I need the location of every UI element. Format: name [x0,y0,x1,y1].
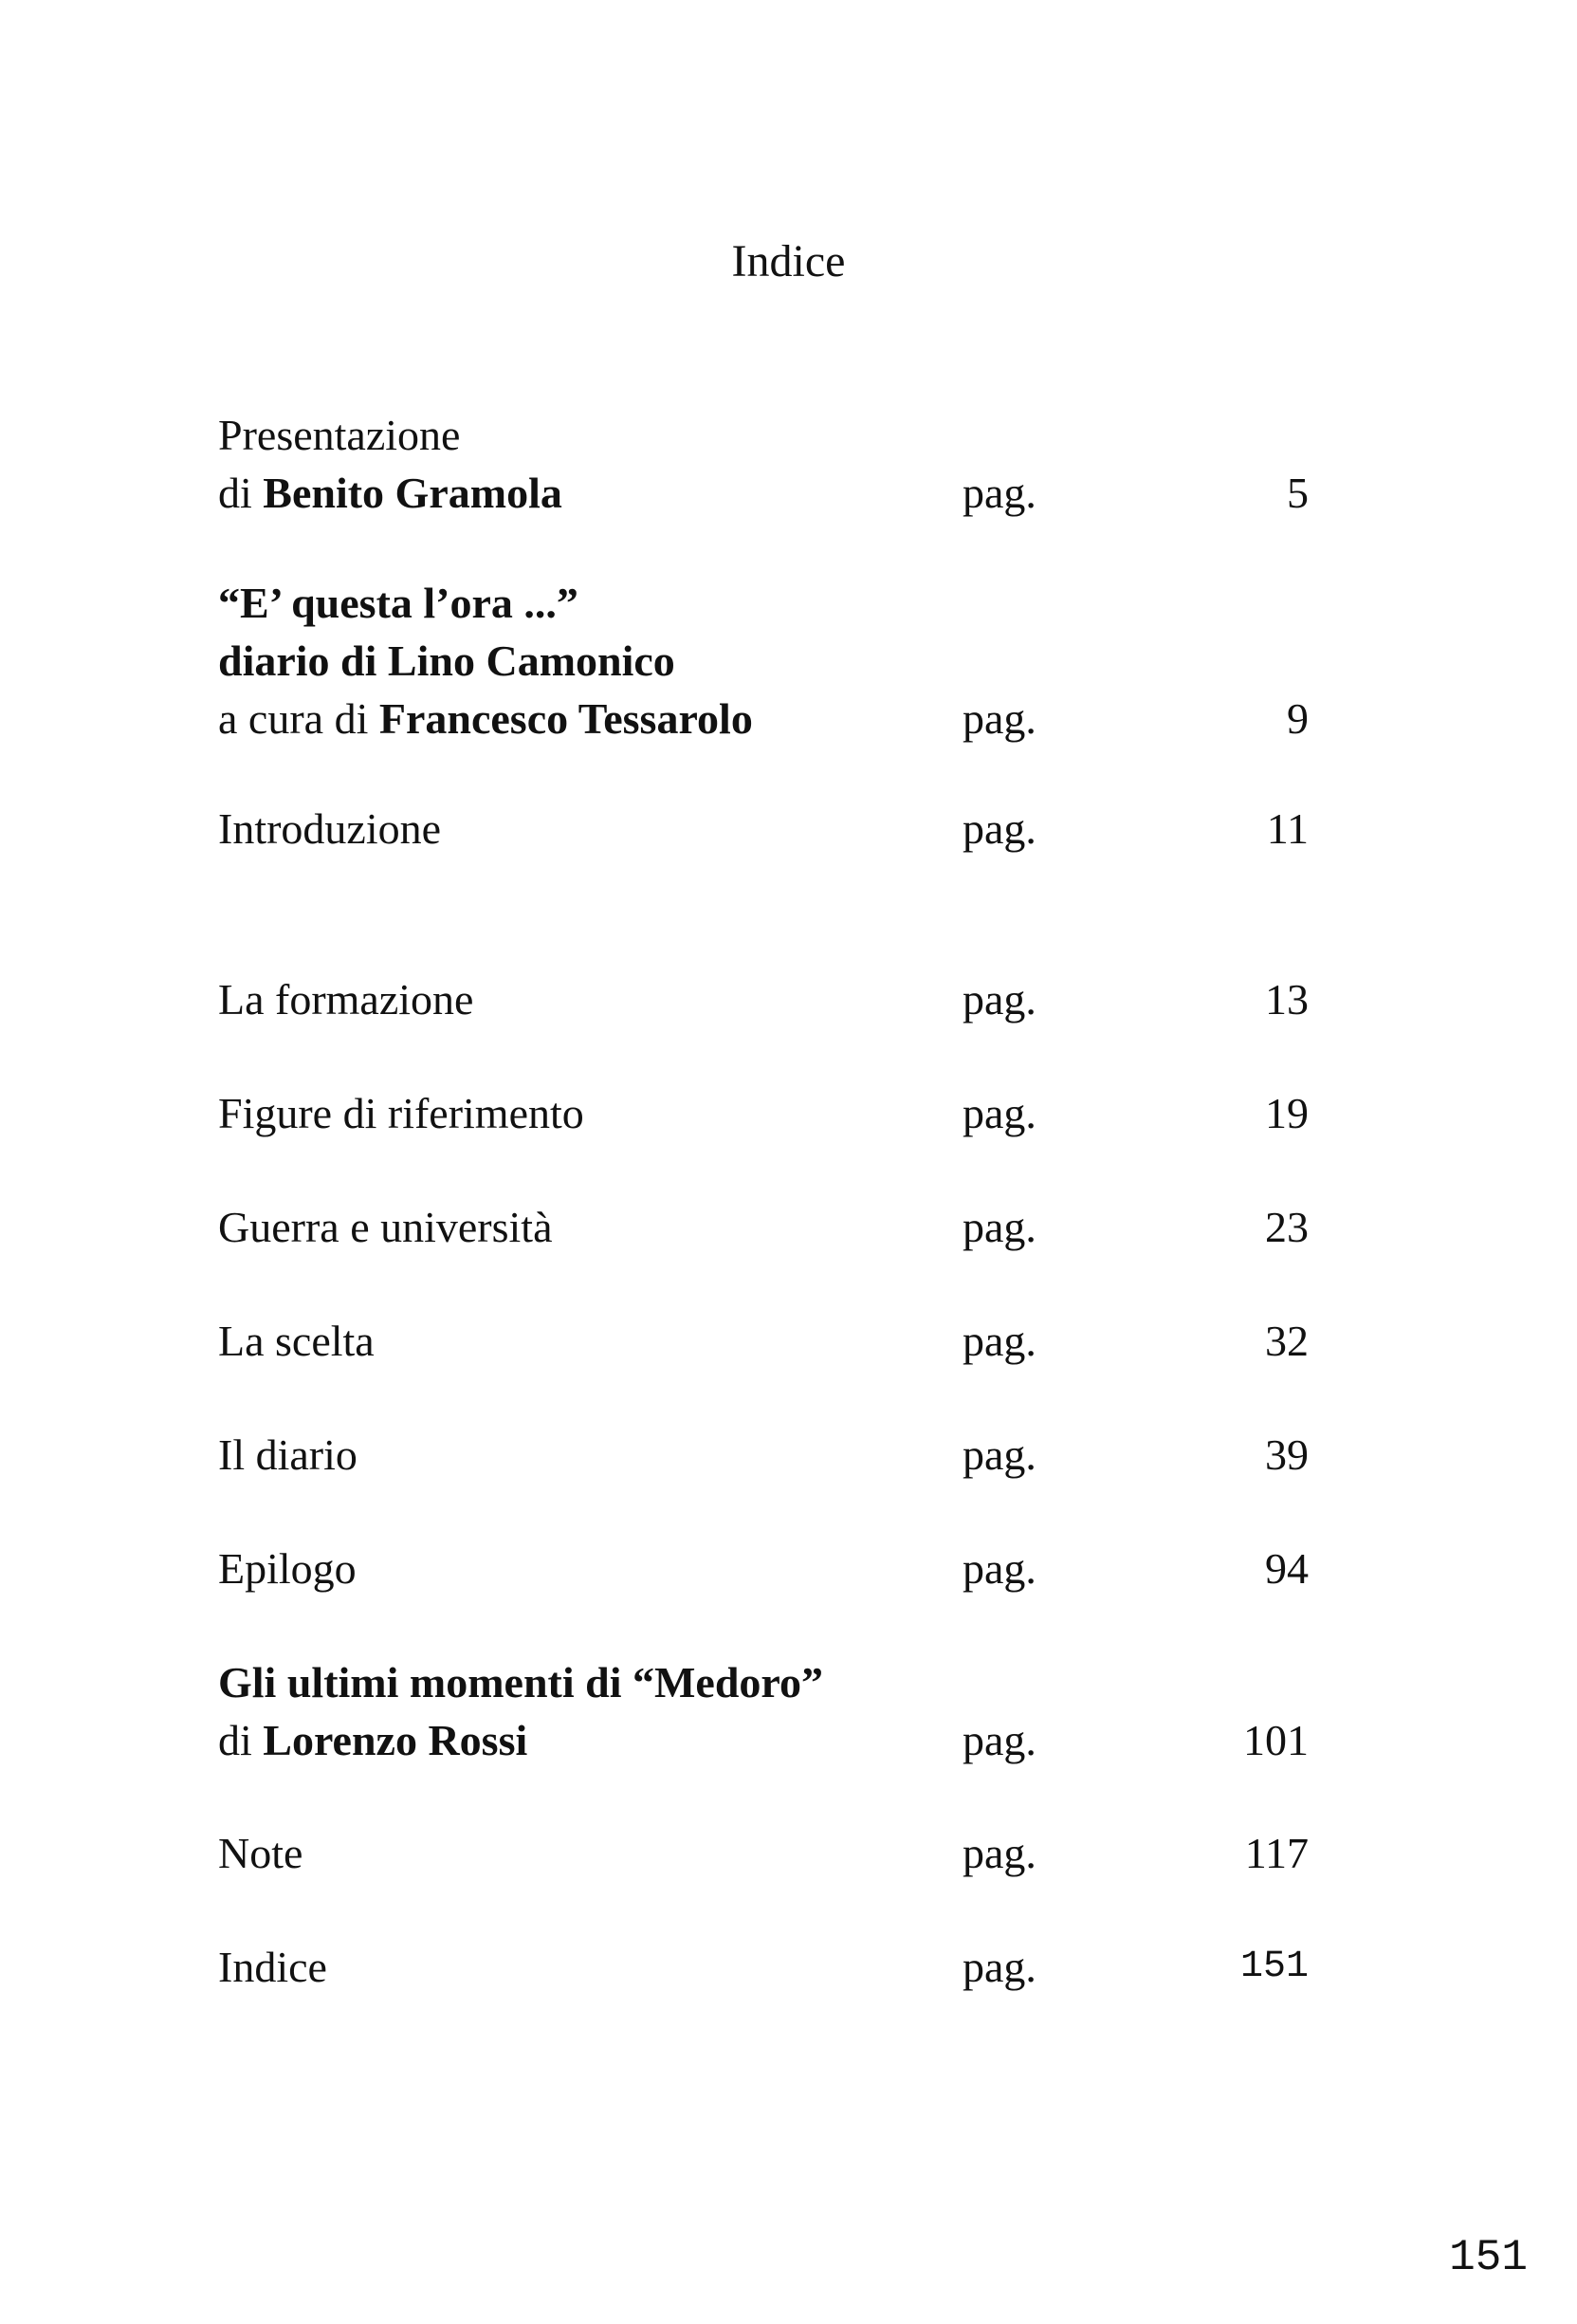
toc-entry-title-regular: Indice [218,1943,327,1991]
toc-entry-title [218,970,473,1028]
toc-entry-title-regular: di [218,469,264,517]
toc-page-number: 5 [1287,469,1309,517]
page-title: Indice [731,236,846,286]
toc-line [0,1938,1577,1996]
toc-pag-label: pag. [963,804,1036,853]
toc-pag-label: pag. [963,1829,1036,1877]
toc-entry [0,1312,1577,1370]
toc-entry-title-bold: “E’ questa l’ora ...” [218,579,578,627]
toc-line [0,574,1577,632]
toc-line [0,970,1577,1028]
toc-pag-label: pag. [963,975,1036,1024]
toc-entry-title [218,1540,357,1597]
toc-line [0,1711,1577,1769]
toc-page-number: 19 [1265,1089,1309,1137]
toc-line [0,464,1577,522]
toc-line [0,1653,1577,1711]
toc-line [0,406,1577,464]
toc-pag-label: pag. [963,469,1036,517]
toc-entry-title-regular: Epilogo [218,1544,357,1593]
toc-entry-title-regular: a cura di [218,694,379,743]
toc-line [0,1312,1577,1370]
toc-line [0,632,1577,690]
toc-pag-label: pag. [963,1943,1036,1991]
toc-entry [0,574,1577,747]
toc-entry-title [218,1198,553,1256]
toc-entry-title-regular: Guerra e università [218,1203,553,1251]
toc-page-number: 101 [1243,1716,1309,1764]
toc-line [0,690,1577,747]
toc-entry-title [218,406,460,464]
toc-entry-title-regular: Il diario [218,1430,358,1479]
toc-pag-label: pag. [963,1089,1036,1137]
toc-page-number: 94 [1265,1544,1309,1593]
toc-page-number: 9 [1287,694,1309,743]
toc-entry-title-regular: Presentazione [218,411,461,459]
toc-line [0,1084,1577,1142]
toc-page-number: 117 [1244,1829,1309,1877]
toc-page-number: 13 [1265,975,1309,1024]
toc-entry-title-bold: diario di Lino Camonico [218,636,675,685]
toc-entry-title [218,690,753,747]
toc-entry [0,1824,1577,1882]
toc-pag-label: pag. [963,1544,1036,1593]
toc-entry [0,1084,1577,1142]
toc-entry-title [218,1312,375,1370]
toc-entry-title [218,800,441,858]
page-number: 151 [1449,2233,1528,2282]
toc-entry-title-regular: di [218,1716,264,1764]
toc-line [0,1540,1577,1597]
toc-pag-label: pag. [963,694,1036,743]
toc-entry-title-bold: Gli ultimi momenti di “Medoro” [218,1658,824,1706]
toc-line [0,800,1577,858]
toc-pag-label: pag. [963,1317,1036,1365]
toc-entry [0,800,1577,858]
toc-entry [0,1198,1577,1256]
toc-entry-title [218,1711,527,1769]
toc-entry [0,1540,1577,1597]
toc-entry-title-regular: La scelta [218,1317,375,1365]
toc-page-number: 39 [1265,1430,1309,1479]
toc-entry-title-bold: Lorenzo Rossi [263,1716,528,1764]
toc-pag-label: pag. [963,1430,1036,1479]
toc-entry-title [218,464,562,522]
toc-entry-title-regular: Figure di riferimento [218,1089,584,1137]
toc-entry-title-regular: La formazione [218,975,474,1024]
toc-entry-title [218,1824,303,1882]
toc-entry-title [218,1938,327,1996]
toc-entry [0,406,1577,522]
toc-line [0,1824,1577,1882]
toc-pag-label: pag. [963,1716,1036,1764]
toc-entry-title [218,574,578,632]
toc-entry-title-bold: Benito Gramola [263,469,562,517]
toc-page-number: 32 [1265,1317,1309,1365]
toc-page-number: 11 [1266,804,1309,853]
toc-entry [0,1938,1577,1996]
toc-entry-title [218,1653,823,1711]
toc-entry-title-regular: Note [218,1829,303,1877]
toc-entry [0,970,1577,1028]
toc-entry-title-bold: Francesco Tessarolo [378,694,753,743]
toc-entry [0,1426,1577,1484]
toc-entry [0,1653,1577,1769]
toc-page-number: 151 [1239,1946,1309,1988]
toc-entry-title [218,632,675,690]
toc-line [0,1198,1577,1256]
toc-page-number: 23 [1265,1203,1309,1251]
toc-entry-title [218,1084,584,1142]
toc-entry-title-regular: Introduzione [218,804,442,853]
toc-pag-label: pag. [963,1203,1036,1251]
toc-entry-title [218,1426,358,1484]
toc-line [0,1426,1577,1484]
